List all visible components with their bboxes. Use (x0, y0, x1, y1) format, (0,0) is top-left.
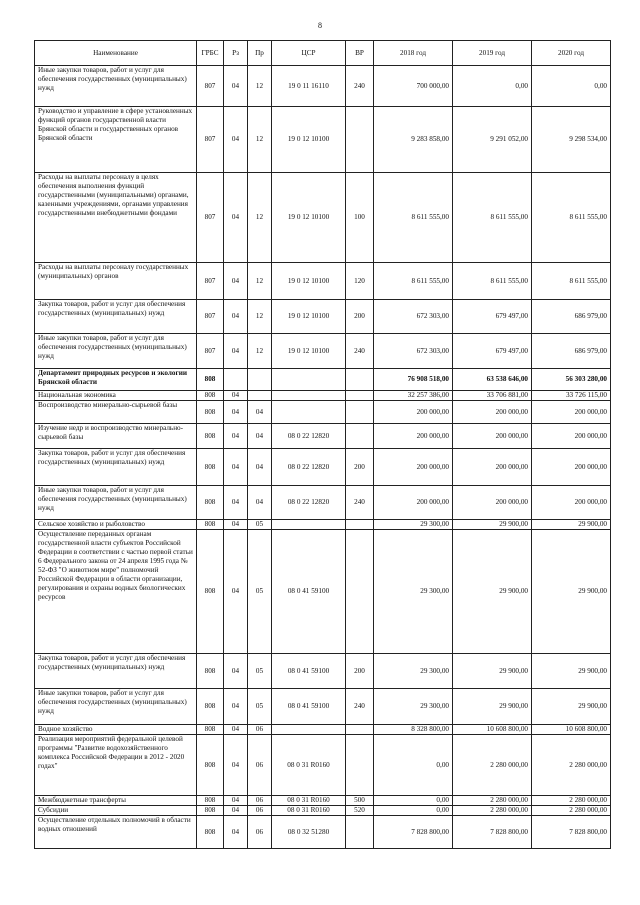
row-2020: 2 280 000,00 (532, 806, 611, 816)
table-row (35, 449, 611, 486)
row-name: Иные закупки товаров, работ и услуг для обеспечения государственных (муниципальных) нужд (35, 689, 197, 725)
row-grbs: 807 (197, 173, 224, 263)
row-2020: 29 900,00 (532, 654, 611, 689)
table-row (35, 725, 611, 735)
row-rz: 04 (224, 486, 248, 520)
row-name: Иные закупки товаров, работ и услуг для обеспечения государственных (муниципальных) нужд (35, 66, 197, 107)
row-rz: 04 (224, 530, 248, 654)
row-2020: 56 303 280,00 (532, 369, 611, 391)
row-csr: 08 0 31 R0160 (272, 806, 346, 816)
row-vr (346, 816, 374, 849)
row-name: Закупка товаров, работ и услуг для обеспечения государственных (муниципальных) нужд (35, 654, 197, 689)
row-rz: 04 (224, 401, 248, 424)
page-number: 8 (318, 21, 322, 30)
row-name: Изучение недр и воспроизводство минерально-сырьевой базы (35, 424, 197, 449)
row-rz: 04 (224, 391, 248, 401)
row-vr: 100 (346, 173, 374, 263)
row-2020: 29 900,00 (532, 530, 611, 654)
table-header-row (35, 41, 611, 66)
row-2018: 7 828 800,00 (374, 816, 453, 849)
row-2019: 200 000,00 (453, 401, 532, 424)
row-grbs: 807 (197, 107, 224, 173)
row-pr: 05 (248, 530, 272, 654)
row-vr (346, 735, 374, 796)
row-2018: 0,00 (374, 735, 453, 796)
row-vr: 200 (346, 300, 374, 334)
table-row (35, 654, 611, 689)
row-grbs: 808 (197, 796, 224, 806)
row-2019: 8 611 555,00 (453, 173, 532, 263)
row-2020: 29 900,00 (532, 520, 611, 530)
row-2019: 29 900,00 (453, 520, 532, 530)
row-2020: 29 900,00 (532, 689, 611, 725)
row-pr: 04 (248, 401, 272, 424)
row-csr: 08 0 31 R0160 (272, 735, 346, 796)
row-grbs: 808 (197, 530, 224, 654)
row-name: Расходы на выплаты персоналу в целях обеспечения выполнения функций государственными (муниципальными) органами, казенными учреждениями, органами управления государственными внебюджетными фондами (35, 173, 197, 263)
row-vr (346, 725, 374, 735)
row-2020: 10 608 800,00 (532, 725, 611, 735)
row-grbs: 807 (197, 334, 224, 369)
row-name: Межбюджетные трансферты (35, 796, 197, 806)
row-2018: 8 611 555,00 (374, 263, 453, 300)
row-vr: 500 (346, 796, 374, 806)
row-2019: 10 608 800,00 (453, 725, 532, 735)
table-row (35, 300, 611, 334)
row-csr: 19 0 11 16110 (272, 66, 346, 107)
row-2018: 700 000,00 (374, 66, 453, 107)
row-2019: 9 291 052,00 (453, 107, 532, 173)
row-2018: 200 000,00 (374, 449, 453, 486)
table-row (35, 796, 611, 806)
row-2020: 8 611 555,00 (532, 263, 611, 300)
row-csr: 08 0 32 51280 (272, 816, 346, 849)
row-csr: 08 0 31 R0160 (272, 796, 346, 806)
row-pr: 06 (248, 806, 272, 816)
row-csr (272, 520, 346, 530)
row-name: Закупка товаров, работ и услуг для обеспечения государственных (муниципальных) нужд (35, 449, 197, 486)
row-name: Иные закупки товаров, работ и услуг для обеспечения государственных (муниципальных) нужд (35, 486, 197, 520)
row-2018: 32 257 386,00 (374, 391, 453, 401)
header-grbs: ГРБС (197, 41, 224, 66)
row-name: Субсидии (35, 806, 197, 816)
row-2019: 8 611 555,00 (453, 263, 532, 300)
table-row (35, 486, 611, 520)
row-2018: 29 300,00 (374, 530, 453, 654)
row-grbs: 807 (197, 263, 224, 300)
row-rz: 04 (224, 424, 248, 449)
row-2020: 7 828 800,00 (532, 816, 611, 849)
table-row (35, 806, 611, 816)
row-2019: 200 000,00 (453, 449, 532, 486)
row-csr: 08 0 41 59100 (272, 654, 346, 689)
table-row (35, 107, 611, 173)
row-rz: 04 (224, 816, 248, 849)
row-name: Осуществление отдельных полномочий в области водных отношений (35, 816, 197, 849)
row-name: Национальная экономика (35, 391, 197, 401)
row-grbs: 808 (197, 369, 224, 391)
row-2020: 200 000,00 (532, 449, 611, 486)
row-2018: 672 303,00 (374, 300, 453, 334)
row-2018: 76 908 518,00 (374, 369, 453, 391)
row-vr: 200 (346, 449, 374, 486)
table-row (35, 530, 611, 654)
row-2018: 9 283 858,00 (374, 107, 453, 173)
row-2018: 200 000,00 (374, 424, 453, 449)
row-pr: 06 (248, 796, 272, 806)
row-rz: 04 (224, 300, 248, 334)
row-2018: 0,00 (374, 796, 453, 806)
row-rz: 04 (224, 796, 248, 806)
row-name: Департамент природных ресурсов и экологии Брянской области (35, 369, 197, 391)
header-2020: 2020 год (532, 41, 611, 66)
row-rz: 04 (224, 689, 248, 725)
row-vr (346, 391, 374, 401)
row-name: Сельское хозяйство и рыболовство (35, 520, 197, 530)
row-csr: 19 0 12 10100 (272, 334, 346, 369)
row-2018: 8 611 555,00 (374, 173, 453, 263)
row-grbs: 808 (197, 449, 224, 486)
row-2019: 2 280 000,00 (453, 806, 532, 816)
row-pr: 04 (248, 424, 272, 449)
row-rz: 04 (224, 449, 248, 486)
row-rz: 04 (224, 334, 248, 369)
header-2019: 2019 год (453, 41, 532, 66)
row-2020: 9 298 534,00 (532, 107, 611, 173)
row-grbs: 808 (197, 689, 224, 725)
row-2019: 0,00 (453, 66, 532, 107)
table-row (35, 334, 611, 369)
row-2020: 2 280 000,00 (532, 796, 611, 806)
row-name: Водное хозяйство (35, 725, 197, 735)
row-rz: 04 (224, 654, 248, 689)
row-grbs: 808 (197, 806, 224, 816)
row-name: Закупка товаров, работ и услуг для обеспечения государственных (муниципальных) нужд (35, 300, 197, 334)
header-vr: ВР (346, 41, 374, 66)
row-2019: 29 900,00 (453, 654, 532, 689)
row-pr (248, 369, 272, 391)
row-2019: 200 000,00 (453, 424, 532, 449)
row-grbs: 808 (197, 424, 224, 449)
row-grbs: 808 (197, 654, 224, 689)
table-row (35, 391, 611, 401)
header-rz: Рз (224, 41, 248, 66)
table-row (35, 816, 611, 849)
row-pr: 05 (248, 520, 272, 530)
row-pr: 05 (248, 654, 272, 689)
row-grbs: 807 (197, 66, 224, 107)
row-grbs: 808 (197, 401, 224, 424)
row-grbs: 808 (197, 735, 224, 796)
row-vr: 240 (346, 486, 374, 520)
row-csr: 19 0 12 10100 (272, 263, 346, 300)
table-body (35, 66, 611, 849)
row-pr: 06 (248, 816, 272, 849)
row-2020: 2 280 000,00 (532, 735, 611, 796)
row-csr: 08 0 22 12820 (272, 449, 346, 486)
row-2019: 63 538 646,00 (453, 369, 532, 391)
row-2020: 0,00 (532, 66, 611, 107)
row-pr: 12 (248, 107, 272, 173)
row-pr: 12 (248, 263, 272, 300)
table-row (35, 424, 611, 449)
row-vr (346, 424, 374, 449)
row-grbs: 808 (197, 725, 224, 735)
row-pr: 04 (248, 449, 272, 486)
row-rz: 04 (224, 725, 248, 735)
row-pr: 12 (248, 334, 272, 369)
row-2018: 200 000,00 (374, 401, 453, 424)
row-2019: 7 828 800,00 (453, 816, 532, 849)
row-2019: 2 280 000,00 (453, 735, 532, 796)
row-vr: 520 (346, 806, 374, 816)
row-pr: 04 (248, 486, 272, 520)
row-name: Расходы на выплаты персоналу государственных (муниципальных) органов (35, 263, 197, 300)
row-rz: 04 (224, 520, 248, 530)
row-name: Иные закупки товаров, работ и услуг для обеспечения государственных (муниципальных) нужд (35, 334, 197, 369)
header-2018: 2018 год (374, 41, 453, 66)
row-vr (346, 530, 374, 654)
row-grbs: 807 (197, 300, 224, 334)
row-2018: 672 303,00 (374, 334, 453, 369)
row-name: Осуществление переданных органам государственной власти субъектов Российской Федерации в соответствии с частью первой статьи 6 Федерального закона от 24 апреля 1995 года № 52-ФЗ "О животном мире" полномочий Российской Федерации в области организации, регулирования и охраны водных биологических ресурсов (35, 530, 197, 654)
row-2020: 686 979,00 (532, 334, 611, 369)
table-row (35, 66, 611, 107)
row-pr: 12 (248, 300, 272, 334)
row-2018: 200 000,00 (374, 486, 453, 520)
row-csr: 08 0 41 59100 (272, 689, 346, 725)
table-row (35, 369, 611, 391)
row-pr (248, 391, 272, 401)
row-csr: 08 0 41 59100 (272, 530, 346, 654)
row-vr: 120 (346, 263, 374, 300)
row-vr: 240 (346, 334, 374, 369)
row-grbs: 808 (197, 520, 224, 530)
row-2020: 200 000,00 (532, 424, 611, 449)
row-name: Руководство и управление в сфере установленных функций органов государственной власти Брянской области и государственных органов Брянской области (35, 107, 197, 173)
row-csr: 08 0 22 12820 (272, 424, 346, 449)
row-name: Реализация мероприятий федеральной целевой программы "Развитие водохозяйственного комплекса Российской Федерации в 2012 - 2020 годах" (35, 735, 197, 796)
row-grbs: 808 (197, 391, 224, 401)
row-2020: 200 000,00 (532, 486, 611, 520)
row-csr (272, 725, 346, 735)
table-row (35, 735, 611, 796)
row-rz: 04 (224, 66, 248, 107)
table-row (35, 689, 611, 725)
row-pr: 05 (248, 689, 272, 725)
row-2019: 29 900,00 (453, 689, 532, 725)
row-2020: 33 726 115,00 (532, 391, 611, 401)
budget-table (34, 40, 611, 849)
row-pr: 06 (248, 725, 272, 735)
row-2018: 8 328 800,00 (374, 725, 453, 735)
row-2018: 29 300,00 (374, 654, 453, 689)
row-name: Воспроизводство минерально-сырьевой базы (35, 401, 197, 424)
row-2018: 29 300,00 (374, 520, 453, 530)
row-rz: 04 (224, 173, 248, 263)
row-vr: 200 (346, 654, 374, 689)
row-rz: 04 (224, 263, 248, 300)
table-row (35, 263, 611, 300)
row-vr: 240 (346, 66, 374, 107)
row-vr: 240 (346, 689, 374, 725)
row-pr: 12 (248, 66, 272, 107)
table-row (35, 401, 611, 424)
row-csr (272, 391, 346, 401)
row-pr: 06 (248, 735, 272, 796)
row-csr: 19 0 12 10100 (272, 107, 346, 173)
row-pr: 12 (248, 173, 272, 263)
row-csr (272, 401, 346, 424)
row-2018: 0,00 (374, 806, 453, 816)
row-rz: 04 (224, 806, 248, 816)
row-2018: 29 300,00 (374, 689, 453, 725)
table-row (35, 520, 611, 530)
row-vr (346, 401, 374, 424)
row-grbs: 808 (197, 816, 224, 849)
row-csr: 19 0 12 10100 (272, 173, 346, 263)
row-2019: 33 706 881,00 (453, 391, 532, 401)
row-2020: 686 979,00 (532, 300, 611, 334)
row-2019: 2 280 000,00 (453, 796, 532, 806)
row-vr (346, 520, 374, 530)
row-2020: 8 611 555,00 (532, 173, 611, 263)
row-2019: 200 000,00 (453, 486, 532, 520)
row-2020: 200 000,00 (532, 401, 611, 424)
row-2019: 29 900,00 (453, 530, 532, 654)
row-rz: 04 (224, 107, 248, 173)
header-name: Наименование (35, 41, 197, 66)
header-csr: ЦСР (272, 41, 346, 66)
row-csr: 19 0 12 10100 (272, 300, 346, 334)
row-rz (224, 369, 248, 391)
row-grbs: 808 (197, 486, 224, 520)
row-vr (346, 107, 374, 173)
table-row (35, 173, 611, 263)
row-rz: 04 (224, 735, 248, 796)
row-vr (346, 369, 374, 391)
header-pr: Пр (248, 41, 272, 66)
row-csr (272, 369, 346, 391)
row-csr: 08 0 22 12820 (272, 486, 346, 520)
row-2019: 679 497,00 (453, 334, 532, 369)
row-2019: 679 497,00 (453, 300, 532, 334)
